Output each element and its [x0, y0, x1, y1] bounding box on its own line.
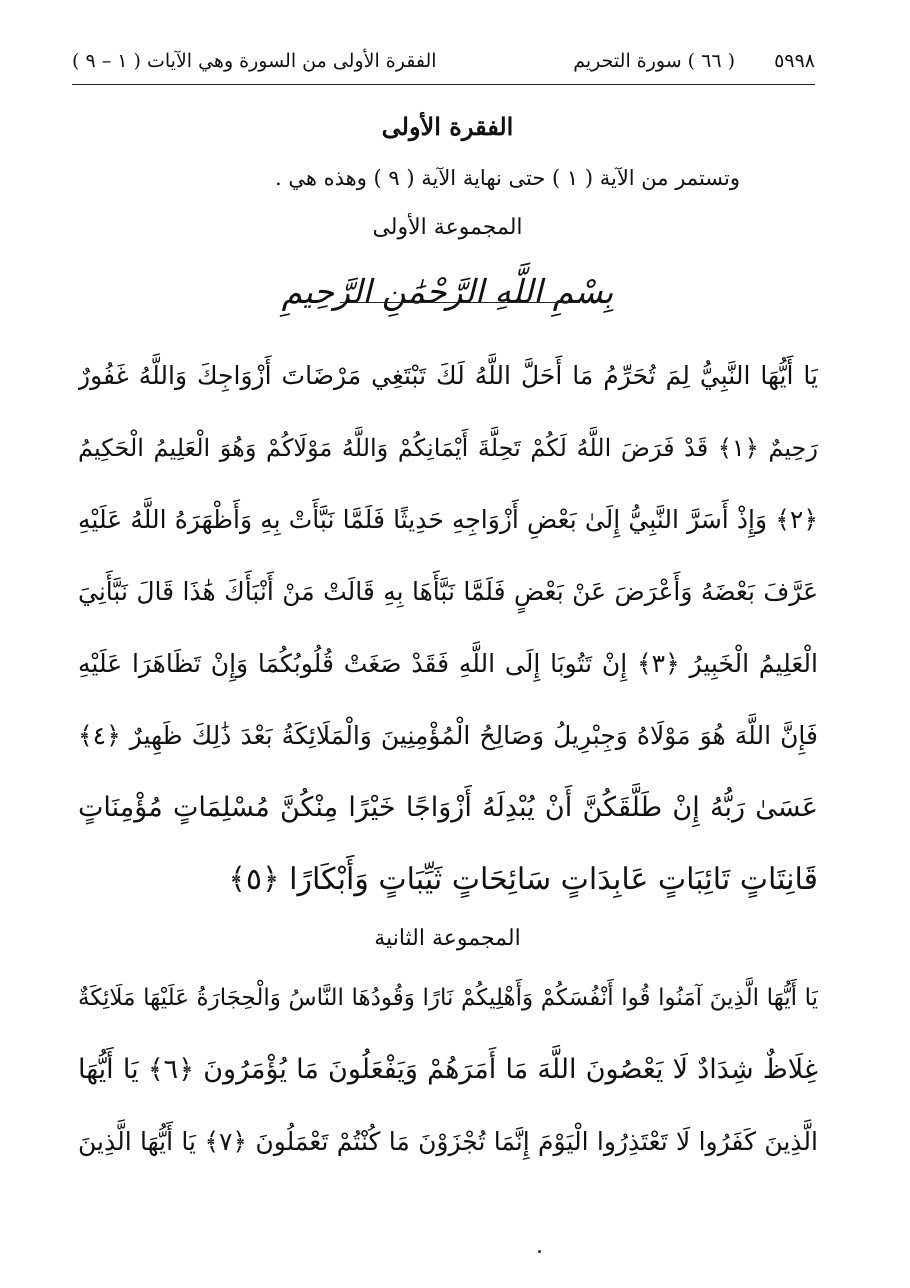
page-speck: [538, 1250, 541, 1253]
verse-line: ﴿٢﴾ وَإِذْ أَسَرَّ النَّبِيُّ إِلَىٰ بَعْضِ أَزْوَاجِهِ حَدِيثًا فَلَمَّا نَبَّأَتْ بِهِ وَأَظْهَرَهُ اللَّهُ عَلَيْهِ: [78, 505, 818, 534]
verse-line: عَسَىٰ رَبُّهُ إِنْ طَلَّقَكُنَّ أَنْ يُبْدِلَهُ أَزْوَاجًا خَيْرًا مِنْكُنَّ مُسْلِمَاتٍ مُؤْمِنَاتٍ: [78, 792, 818, 823]
section-title: الفقرة الأولى من السورة وهي الآيات ( ١ – ٩ ): [72, 50, 437, 72]
verse-line: غِلَاظٌ شِدَادٌ لَا يَعْصُونَ اللَّهَ مَا أَمَرَهُمْ وَيَفْعَلُونَ مَا يُؤْمَرُونَ ﴿٦﴾ يَا أَيُّهَا: [78, 1054, 818, 1085]
section-heading: الفقرة الأولى: [381, 112, 514, 141]
verse-line: الَّذِينَ كَفَرُوا لَا تَعْتَذِرُوا الْيَوْمَ إِنَّمَا تُجْزَوْنَ مَا كُنْتُمْ تَعْمَلُونَ ﴿٧﴾ يَا أَيُّهَا الَّذِينَ: [78, 1127, 818, 1156]
verse-line: عَرَّفَ بَعْضَهُ وَأَعْرَضَ عَنْ بَعْضٍ فَلَمَّا نَبَّأَهَا بِهِ قَالَتْ مَنْ أَنْبَأَكَ هَٰذَا قَالَ نَبَّأَنِيَ: [78, 577, 818, 606]
sura-title: ( ٦٦ ) سورة التحريم: [573, 50, 735, 72]
group-2-title: المجموعة الثانية: [374, 926, 521, 951]
page-number: ٥٩٩٨: [774, 50, 815, 72]
group-1-title: المجموعة الأولى: [372, 215, 523, 240]
group-1-verses: [78, 340, 818, 900]
intro-paragraph: وتستمر من الآية ( ١ ) حتى نهاية الآية ( ٩ ) وهذه هي .: [275, 166, 740, 190]
header-rule: [72, 84, 815, 85]
page-header: [72, 50, 815, 80]
basmala: بِسْمِ اللَّهِ الرَّحْمَٰنِ الرَّحِيمِ: [281, 272, 614, 311]
verse-line: يَا أَيُّهَا النَّبِيُّ لِمَ تُحَرِّمُ مَا أَحَلَّ اللَّهُ لَكَ تَبْتَغِي مَرْضَاتَ أَزْوَاجِكَ وَاللَّهُ غَفُورٌ: [78, 361, 818, 390]
verse-line: قَانِتَاتٍ تَائِبَاتٍ عَابِدَاتٍ سَائِحَاتٍ ثَيِّبَاتٍ وَأَبْكَارًا ﴿٥﴾: [228, 862, 818, 897]
group-2-verses: [78, 962, 818, 1202]
basmala-underline: [340, 302, 580, 303]
verse-line: رَحِيمٌ ﴿١﴾ قَدْ فَرَضَ اللَّهُ لَكُمْ تَحِلَّةَ أَيْمَانِكُمْ وَاللَّهُ مَوْلَاكُمْ وَهُوَ الْعَلِيمُ الْحَكِيمُ: [78, 434, 818, 462]
verse-line: فَإِنَّ اللَّهَ هُوَ مَوْلَاهُ وَجِبْرِيلُ وَصَالِحُ الْمُؤْمِنِينَ وَالْمَلَائِكَةُ بَعْدَ ذَٰلِكَ ظَهِيرٌ ﴿٤﴾: [78, 721, 818, 750]
verse-line: الْعَلِيمُ الْخَبِيرُ ﴿٣﴾ إِنْ تَتُوبَا إِلَى اللَّهِ فَقَدْ صَغَتْ قُلُوبُكُمَا وَإِنْ تَظَاهَرَا عَلَيْهِ: [78, 649, 818, 678]
verse-line: يَا أَيُّهَا الَّذِينَ آمَنُوا قُوا أَنْفُسَكُمْ وَأَهْلِيكُمْ نَارًا وَقُودُهَا النَّاسُ وَالْحِجَارَةُ عَلَيْهَا مَلَائِكَةٌ: [78, 985, 818, 1011]
